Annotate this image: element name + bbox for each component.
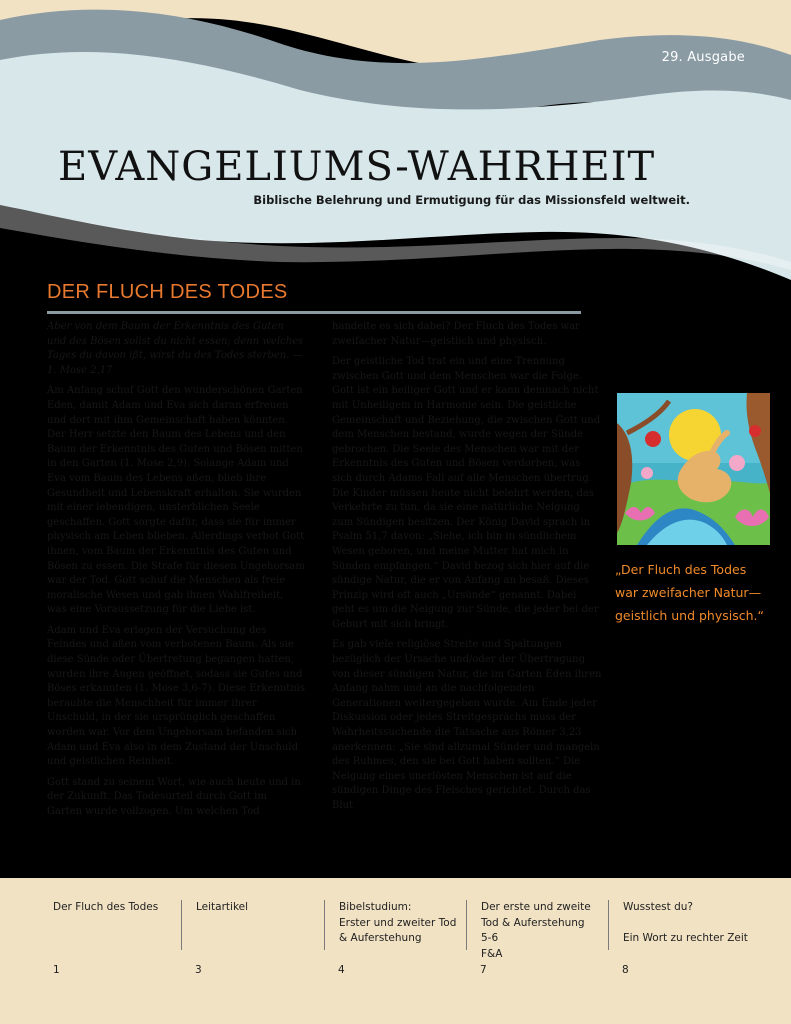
toc-entry-title: Der Fluch des Todes — [53, 901, 159, 913]
toc-entry[interactable] — [53, 900, 183, 916]
toc-entry-title: Bibelstudium: Erster und zweiter Tod & Auferstehung — [339, 901, 457, 944]
toc-entry-title: Wusstest du? Ein Wort zu rechter Zeit — [623, 901, 748, 944]
article-paragraph: Am Anfang schuf Gott den wunderschönen Garten Eden, damit Adam und Eva sich daran erfreuen und dort mit ihm Gemeinschaft haben könnten. Der Herr setzte den Baum des Lebens und den Baum der Erkenntnis des Guten und Bösen mitten in den Garten (1. Mose 2,9). Solange Adam und Eva vom Baum des Lebens aßen, blieb ihre Gesundheit und Lebenskraft erhalten. Sie wurden mit einer lebendigen, unsterblichen Seele geschaffen. Gott sorgte dafür, dass sie für immer physisch am Leben blieben. Allerdings verbot Gott ihnen, vom Baum der Erkenntnis des Guten und Bösen zu essen. Die Strafe für diesen Ungehorsam war der Tod. Gott schuf die Menschen als freie moralische Wesen und gab ihnen Wahlfreiheit, was eine Voraussetzung für die Liebe ist. — [47, 385, 305, 616]
toc-entry[interactable] — [181, 900, 316, 950]
toc-page-number: 1 — [53, 964, 60, 976]
toc-page-number: 7 — [480, 964, 487, 976]
article-epigraph: Aber von dem Baum der Erkenntnis des Guten und des Bösen sollst du nicht essen; denn welches Tages du davon ißt, wirst du des Todes sterben. —1. Mose 2,17 — [47, 321, 304, 376]
article-heading: DER FLUCH DES TODES — [47, 281, 288, 303]
toc-entry[interactable] — [608, 900, 748, 950]
heading-divider — [47, 311, 581, 314]
article-paragraph: Adam und Eva erlagen der Versuchung des Feindes und aßen vom verbotenen Baum. Als sie diese Sünde oder Übertretung begangen hatten, wurden ihre Augen geöffnet, sodass sie Gutes und Böses erkannten (1. Mose 3,6-7). Diese Erkenntnis beraubte die Menschheit für immer ihrer Unschuld, in der sie ursprünglich geschaffen worden war. Vor dem Ungehorsam befanden sich Adam und Eva also in dem Zustand der Unschuld und geistlichen Reinheit. — [47, 624, 305, 768]
article-paragraph: handelte es sich dabei? Der Fluch des Todes war zweifacher Natur—geistlich und physisch. — [332, 321, 580, 347]
masthead-title: EVANGELIUMS-WAHRHEIT — [58, 144, 656, 190]
toc-page-number: 4 — [338, 964, 345, 976]
pull-quote: „Der Fluch des Todes war zweifacher Natur—geistlich und physisch.“ — [615, 562, 764, 623]
article-paragraph: Der geistliche Tod trat ein und eine Trennung zwischen Gott und dem Menschen war die Folge. Gott ist ein heiliger Gott und er kann demnach nicht mit Unheiligem in Harmonie sein. Die geistliche Gemeinschaft und Beziehung, die zwischen Gott und dem Menschen bestand, wurde wegen der Sünde gebrochen. Die Seele des Menschen war mit der Erkenntnis des Guten und Bösen verdorben, was sich durch Adams Fall auf alle Menschen übertrug. Die Kinder müssen heute nicht belehrt werden, das Verkehrte zu tun, da sie eine natürliche Neigung zum Sündigen besitzen. Der König David sprach in Psalm 51,7 davon: „Siehe, ich bin in sündlichem Wesen geboren, und meine Mutter hat mich in Sünden empfangen.“ David bezog sich hier auf die sündige Natur, die er von Anfang an besaß. Dieses Prinzip wird oft auch „Ursünde“ genannt. Dabei geht es um die Neigung zur Sünde, die jeder bei der Geburt mit sich bringt. — [332, 356, 601, 630]
issue-number: 29. Ausgabe — [661, 50, 745, 65]
masthead-subtitle: Biblische Belehrung und Ermutigung für das Missionsfeld weltweit. — [253, 193, 690, 207]
article-column-2 — [332, 320, 602, 865]
toc-entry-title: Der erste und zweite Tod & Auferstehung 5-6 F&A — [481, 901, 591, 960]
table-of-contents-footer — [0, 878, 791, 1024]
article-column-1 — [47, 320, 305, 865]
toc-page-number: 8 — [622, 964, 629, 976]
hand-with-fruit-garden-icon — [617, 393, 770, 545]
article-paragraph: Es gab viele religiöse Streite und Spaltungen bezüglich der Ursache und/oder der Übertragung von dieser sündigen Natur, die im Garten Eden ihren Anfang nahm und an die nachfolgenden Generationen weitergegeben wurde. Am Ende jeder Diskussion oder jedes Streitgesprächs muss der Wahrheitssuchende die Tatsache aus Römer 3,23 anerkennen: „Sie sind allzumal Sünder und mangeln des Ruhmes, den sie bei Gott haben sollten.“ Die Neigung eines unerlösten Menschen ist auf die sündigen Dinge des Fleisches gerichtet. Durch das Blut — [332, 639, 602, 811]
toc-entry-title: Leitartikel — [196, 901, 249, 913]
toc-page-number: 3 — [195, 964, 202, 976]
toc-entry[interactable] — [466, 900, 606, 960]
toc-entry[interactable] — [324, 900, 464, 950]
article-paragraph: Gott stand zu seinem Wort, wie auch heute und in der Zukunft. Das Todesurteil durch Gott im Garten wurde vollzogen. Um welchen Tod — [47, 776, 301, 817]
